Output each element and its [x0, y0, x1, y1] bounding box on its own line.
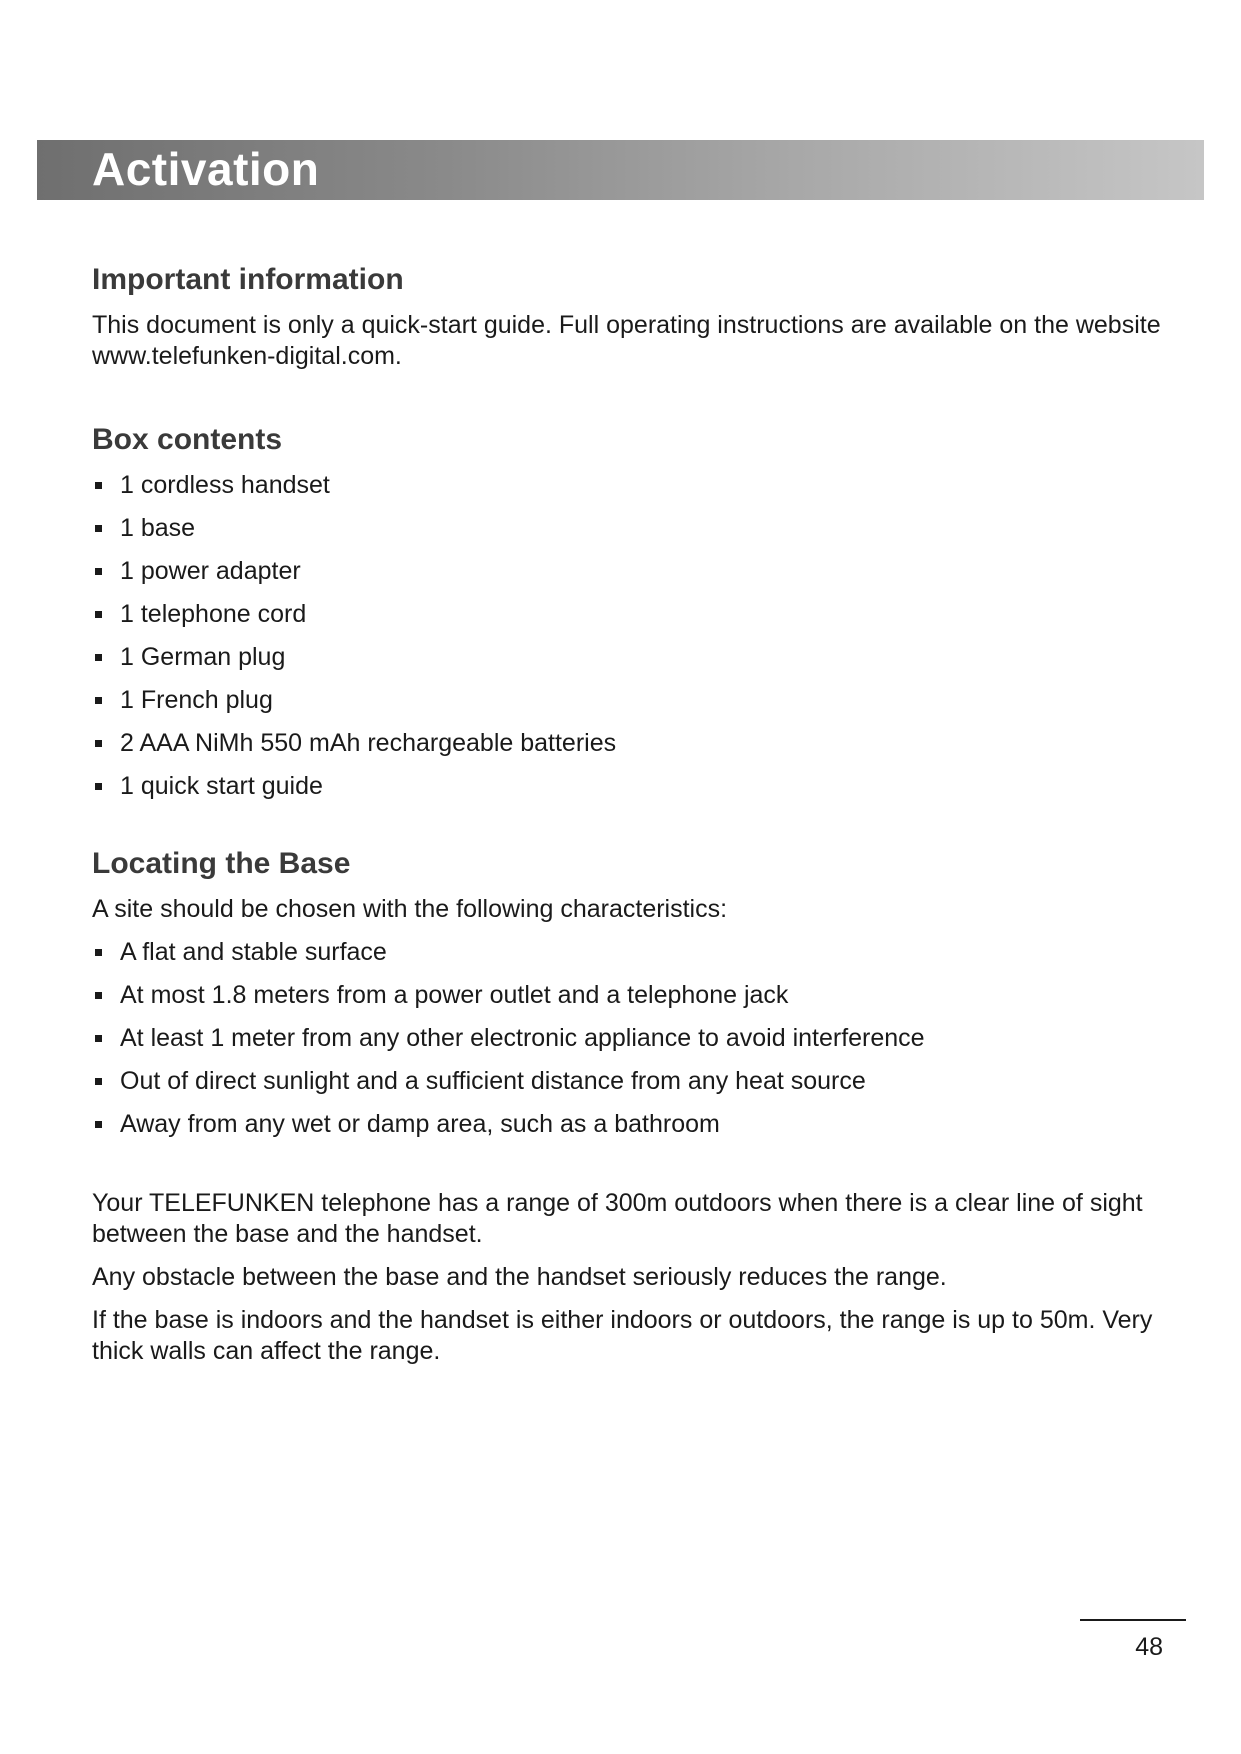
range-paragraph-obstacle: Any obstacle between the base and the handset seriously reduces the range.: [92, 1263, 947, 1291]
square-bullet-icon: [95, 654, 102, 661]
list-item-text: 2 AAA NiMh 550 mAh rechargeable batteries: [120, 729, 617, 757]
list-item: [92, 599, 1167, 630]
list-item-text: 1 base: [120, 514, 196, 542]
square-bullet-icon: [95, 697, 102, 704]
square-bullet-icon: [95, 992, 102, 999]
square-bullet-icon: [95, 482, 102, 489]
list-item: [92, 685, 1167, 716]
range-paragraph-indoors: If the base is indoors and the handset is either indoors or outdoors, the range is up to 50m. Very thick walls can affect the range.: [92, 1306, 1153, 1365]
square-bullet-icon: [95, 1035, 102, 1042]
list-item: [92, 513, 1167, 544]
list-item-text: At least 1 meter from any other electronic appliance to avoid interference: [120, 1024, 925, 1052]
list-item-text: 1 French plug: [120, 686, 273, 714]
list-item-text: A flat and stable surface: [120, 938, 387, 966]
square-bullet-icon: [95, 949, 102, 956]
list-item-text: Out of direct sunlight and a sufficient distance from any heat source: [120, 1067, 866, 1095]
list-item: [92, 980, 1167, 1011]
list-item: [92, 1066, 1167, 1097]
section-title-locating-the-base: Locating the Base: [92, 847, 351, 880]
section-title-box-contents: Box contents: [92, 423, 283, 456]
footer-rule: [1080, 1619, 1186, 1621]
square-bullet-icon: [95, 568, 102, 575]
page-title: Activation: [92, 143, 320, 195]
list-item: [92, 470, 1167, 501]
list-item: [92, 937, 1167, 968]
header-bar: [37, 140, 1204, 200]
list-item: [92, 556, 1167, 587]
list-item-text: 1 power adapter: [120, 557, 301, 585]
section-locating-the-base: [92, 844, 1167, 1367]
section-title-important-information: Important information: [92, 263, 404, 296]
list-item: [92, 642, 1167, 673]
list-item-text: Away from any wet or damp area, such as a bathroom: [120, 1110, 720, 1138]
range-paragraph-outdoors: Your TELEFUNKEN telephone has a range of 300m outdoors when there is a clear line of sight between the base and the handset.: [92, 1189, 1143, 1248]
box-contents-list: [92, 470, 1167, 802]
list-item-text: At most 1.8 meters from a power outlet and a telephone jack: [120, 981, 789, 1009]
important-information-text: This document is only a quick-start guide. Full operating instructions are available on the website www.telefunken-digital.com.: [92, 311, 1161, 370]
page-content: [92, 260, 1167, 1379]
list-item: [92, 1023, 1167, 1054]
list-item: [92, 728, 1167, 759]
list-item-text: 1 quick start guide: [120, 772, 323, 800]
square-bullet-icon: [95, 783, 102, 790]
list-item-text: 1 telephone cord: [120, 600, 307, 628]
section-box-contents: [92, 420, 1167, 802]
locating-intro-text: A site should be chosen with the following characteristics:: [92, 895, 728, 923]
locating-characteristics-list: [92, 937, 1167, 1140]
square-bullet-icon: [95, 1078, 102, 1085]
list-item-text: 1 cordless handset: [120, 471, 330, 499]
square-bullet-icon: [95, 1121, 102, 1128]
list-item-text: 1 German plug: [120, 643, 286, 671]
page-number: 48: [1135, 1633, 1163, 1661]
list-item: [92, 771, 1167, 802]
list-item: [92, 1109, 1167, 1140]
square-bullet-icon: [95, 611, 102, 618]
square-bullet-icon: [95, 525, 102, 532]
square-bullet-icon: [95, 740, 102, 747]
section-important-information: [92, 260, 1167, 372]
